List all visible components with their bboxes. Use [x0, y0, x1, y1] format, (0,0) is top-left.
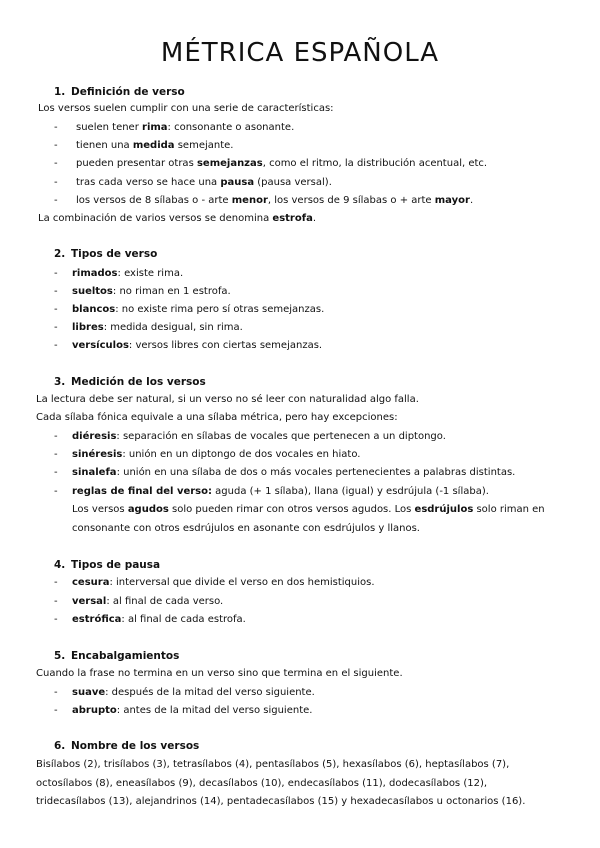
- list-item: blancos: no existe rima pero sí otras semejanzas.: [72, 304, 325, 315]
- section-heading-definicion: 1. Definición de verso: [54, 86, 185, 98]
- list-item: los versos de 8 sílabas o - arte menor, los versos de 9 sílabas o + arte mayor.: [76, 195, 474, 206]
- bullet-marker: -: [54, 577, 58, 588]
- bullet-marker: -: [54, 614, 58, 625]
- bullet-marker: -: [54, 286, 58, 297]
- bullet-marker: -: [54, 687, 58, 698]
- paragraph-line: octosílabos (8), eneasílabos (9), decasílabos (10), endecasílabos (11), dodecasílabos (12),: [36, 778, 488, 789]
- section-heading-encabalgamientos: 5. Encabalgamientos: [54, 650, 180, 662]
- list-item: reglas de final del verso: aguda (+ 1 sílaba), llana (igual) y esdrújula (-1 sílaba).: [72, 486, 489, 497]
- bullet-marker: -: [54, 268, 58, 279]
- list-item: estrófica: al final de cada estrofa.: [72, 614, 246, 625]
- section-heading-pausa: 4. Tipos de pausa: [54, 559, 161, 571]
- bullet-marker: -: [54, 177, 58, 188]
- bullet-marker: -: [54, 322, 58, 333]
- list-item: pueden presentar otras semejanzas, como el ritmo, la distribución acentual, etc.: [76, 158, 488, 169]
- list-item: sinéresis: unión en un diptongo de dos vocales en hiato.: [72, 449, 361, 460]
- page-title: MÉTRICA ESPAÑOLA: [160, 38, 440, 68]
- bullet-marker: -: [54, 122, 58, 133]
- list-item: versículos: versos libres con ciertas semejanzas.: [72, 340, 323, 351]
- list-item: cesura: interversal que divide el verso en dos hemistiquios.: [72, 577, 375, 588]
- list-item: tras cada verso se hace una pausa (pausa versal).: [76, 177, 332, 188]
- list-item: versal: al final de cada verso.: [72, 596, 224, 607]
- paragraph-note: consonante con otros esdrújulos en asonante con esdrújulos y llanos.: [72, 523, 420, 534]
- bullet-marker: -: [54, 467, 58, 478]
- bullet-marker: -: [54, 449, 58, 460]
- bullet-marker: -: [54, 140, 58, 151]
- paragraph-outro: La combinación de varios versos se denomina estrofa.: [38, 213, 317, 224]
- paragraph-intro: Cuando la frase no termina en un verso sino que termina en el siguiente.: [36, 668, 403, 679]
- section-heading-nombre: 6. Nombre de los versos: [54, 740, 200, 752]
- list-item: abrupto: antes de la mitad del verso siguiente.: [72, 705, 313, 716]
- list-item: suelen tener rima: consonante o asonante.: [76, 122, 295, 133]
- paragraph-intro: Cada sílaba fónica equivale a una sílaba métrica, pero hay excepciones:: [36, 412, 398, 423]
- list-item: sinalefa: unión en una sílaba de dos o más vocales pertenecientes a palabras distintas.: [72, 467, 516, 478]
- bullet-marker: -: [54, 486, 58, 497]
- bullet-marker: -: [54, 304, 58, 315]
- paragraph-line: tridecasílabos (13), alejandrinos (14), pentadecasílabos (15) y hexadecasílabos u octonarios (16).: [36, 796, 526, 807]
- bullet-marker: -: [54, 596, 58, 607]
- section-heading-medicion: 3. Medición de los versos: [54, 376, 206, 388]
- list-item: libres: medida desigual, sin rima.: [72, 322, 243, 333]
- paragraph-intro: Los versos suelen cumplir con una serie de características:: [38, 103, 334, 114]
- list-item: tienen una medida semejante.: [76, 140, 234, 151]
- bullet-marker: -: [54, 431, 58, 442]
- bullet-marker: -: [54, 705, 58, 716]
- paragraph-intro: La lectura debe ser natural, si un verso no sé leer con naturalidad algo falla.: [36, 394, 419, 405]
- bullet-marker: -: [54, 158, 58, 169]
- list-item: sueltos: no riman en 1 estrofa.: [72, 286, 231, 297]
- section-heading-tipos-verso: 2. Tipos de verso: [54, 248, 158, 260]
- bullet-marker: -: [54, 195, 58, 206]
- paragraph-line: Bisílabos (2), trisílabos (3), tetrasílabos (4), pentasílabos (5), hexasílabos (6), heptasílabos (7),: [36, 759, 510, 770]
- bullet-marker: -: [54, 340, 58, 351]
- list-item: diéresis: separación en sílabas de vocales que pertenecen a un diptongo.: [72, 431, 446, 442]
- paragraph-note: Los versos agudos solo pueden rimar con otros versos agudos. Los esdrújulos solo riman en: [72, 504, 545, 515]
- list-item: suave: después de la mitad del verso siguiente.: [72, 687, 315, 698]
- list-item: rimados: existe rima.: [72, 268, 184, 279]
